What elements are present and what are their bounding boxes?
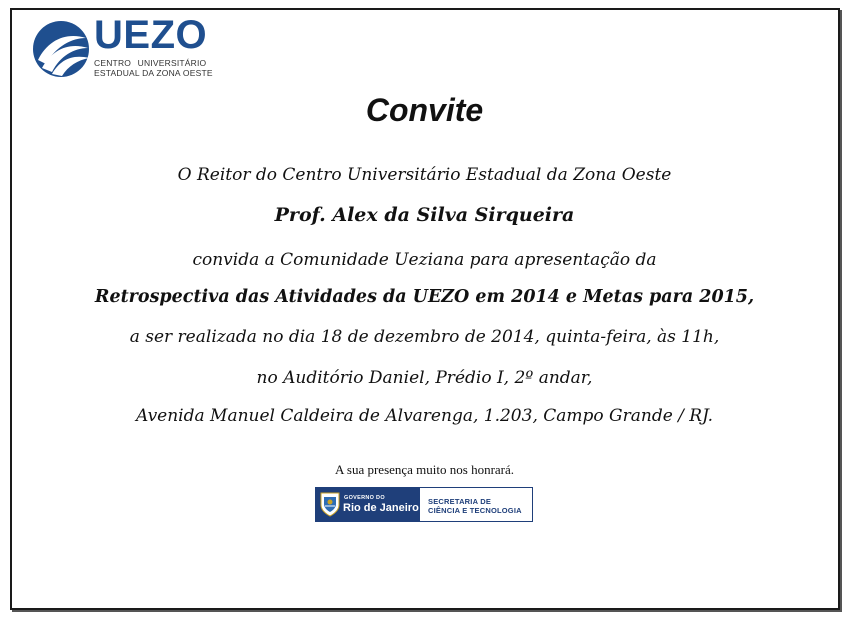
uezo-emblem-icon <box>32 20 90 78</box>
invitation-title: Convite <box>365 92 484 128</box>
government-logo-badge <box>316 488 420 521</box>
state-crest-icon <box>319 491 341 518</box>
invitation-datetime: a ser realizada no dia 18 de dezembro de 2014, quinta-feira, às 11h, <box>129 327 720 347</box>
government-logo <box>315 487 533 522</box>
invitation-venue: no Auditório Daniel, Prédio I, 2º andar, <box>256 368 593 388</box>
invitation-invites: convida a Comunidade Ueziana para apresentação da <box>192 250 657 270</box>
uezo-wordmark: UEZO <box>94 13 208 57</box>
invitation-address: Avenida Manuel Caldeira de Alvarenga, 1.203, Campo Grande / RJ. <box>135 406 713 426</box>
uezo-subtitle-line1: CENTRO UNIVERSITÁRIO <box>94 58 207 68</box>
invitation-event: Retrospectiva das Atividades da UEZO em 2014 e Metas para 2015, <box>94 287 755 307</box>
invitation-intro: O Reitor do Centro Universitário Estadual da Zona Oeste <box>177 165 672 185</box>
uezo-subtitle-line2: ESTADUAL DA ZONA OESTE <box>94 68 213 78</box>
uezo-logo <box>32 13 232 82</box>
invitation-closing: A sua presença muito nos honrará. <box>334 462 515 477</box>
secretariat-line2: CIÊNCIA E TECNOLOGIA <box>428 506 522 515</box>
government-state-name: Rio de Janeiro <box>343 502 419 514</box>
government-small-label: GOVERNO DO <box>344 495 385 501</box>
secretariat-line1: SECRETARIA DE <box>428 497 492 506</box>
invitation-host: Prof. Alex da Silva Sirqueira <box>274 204 575 226</box>
